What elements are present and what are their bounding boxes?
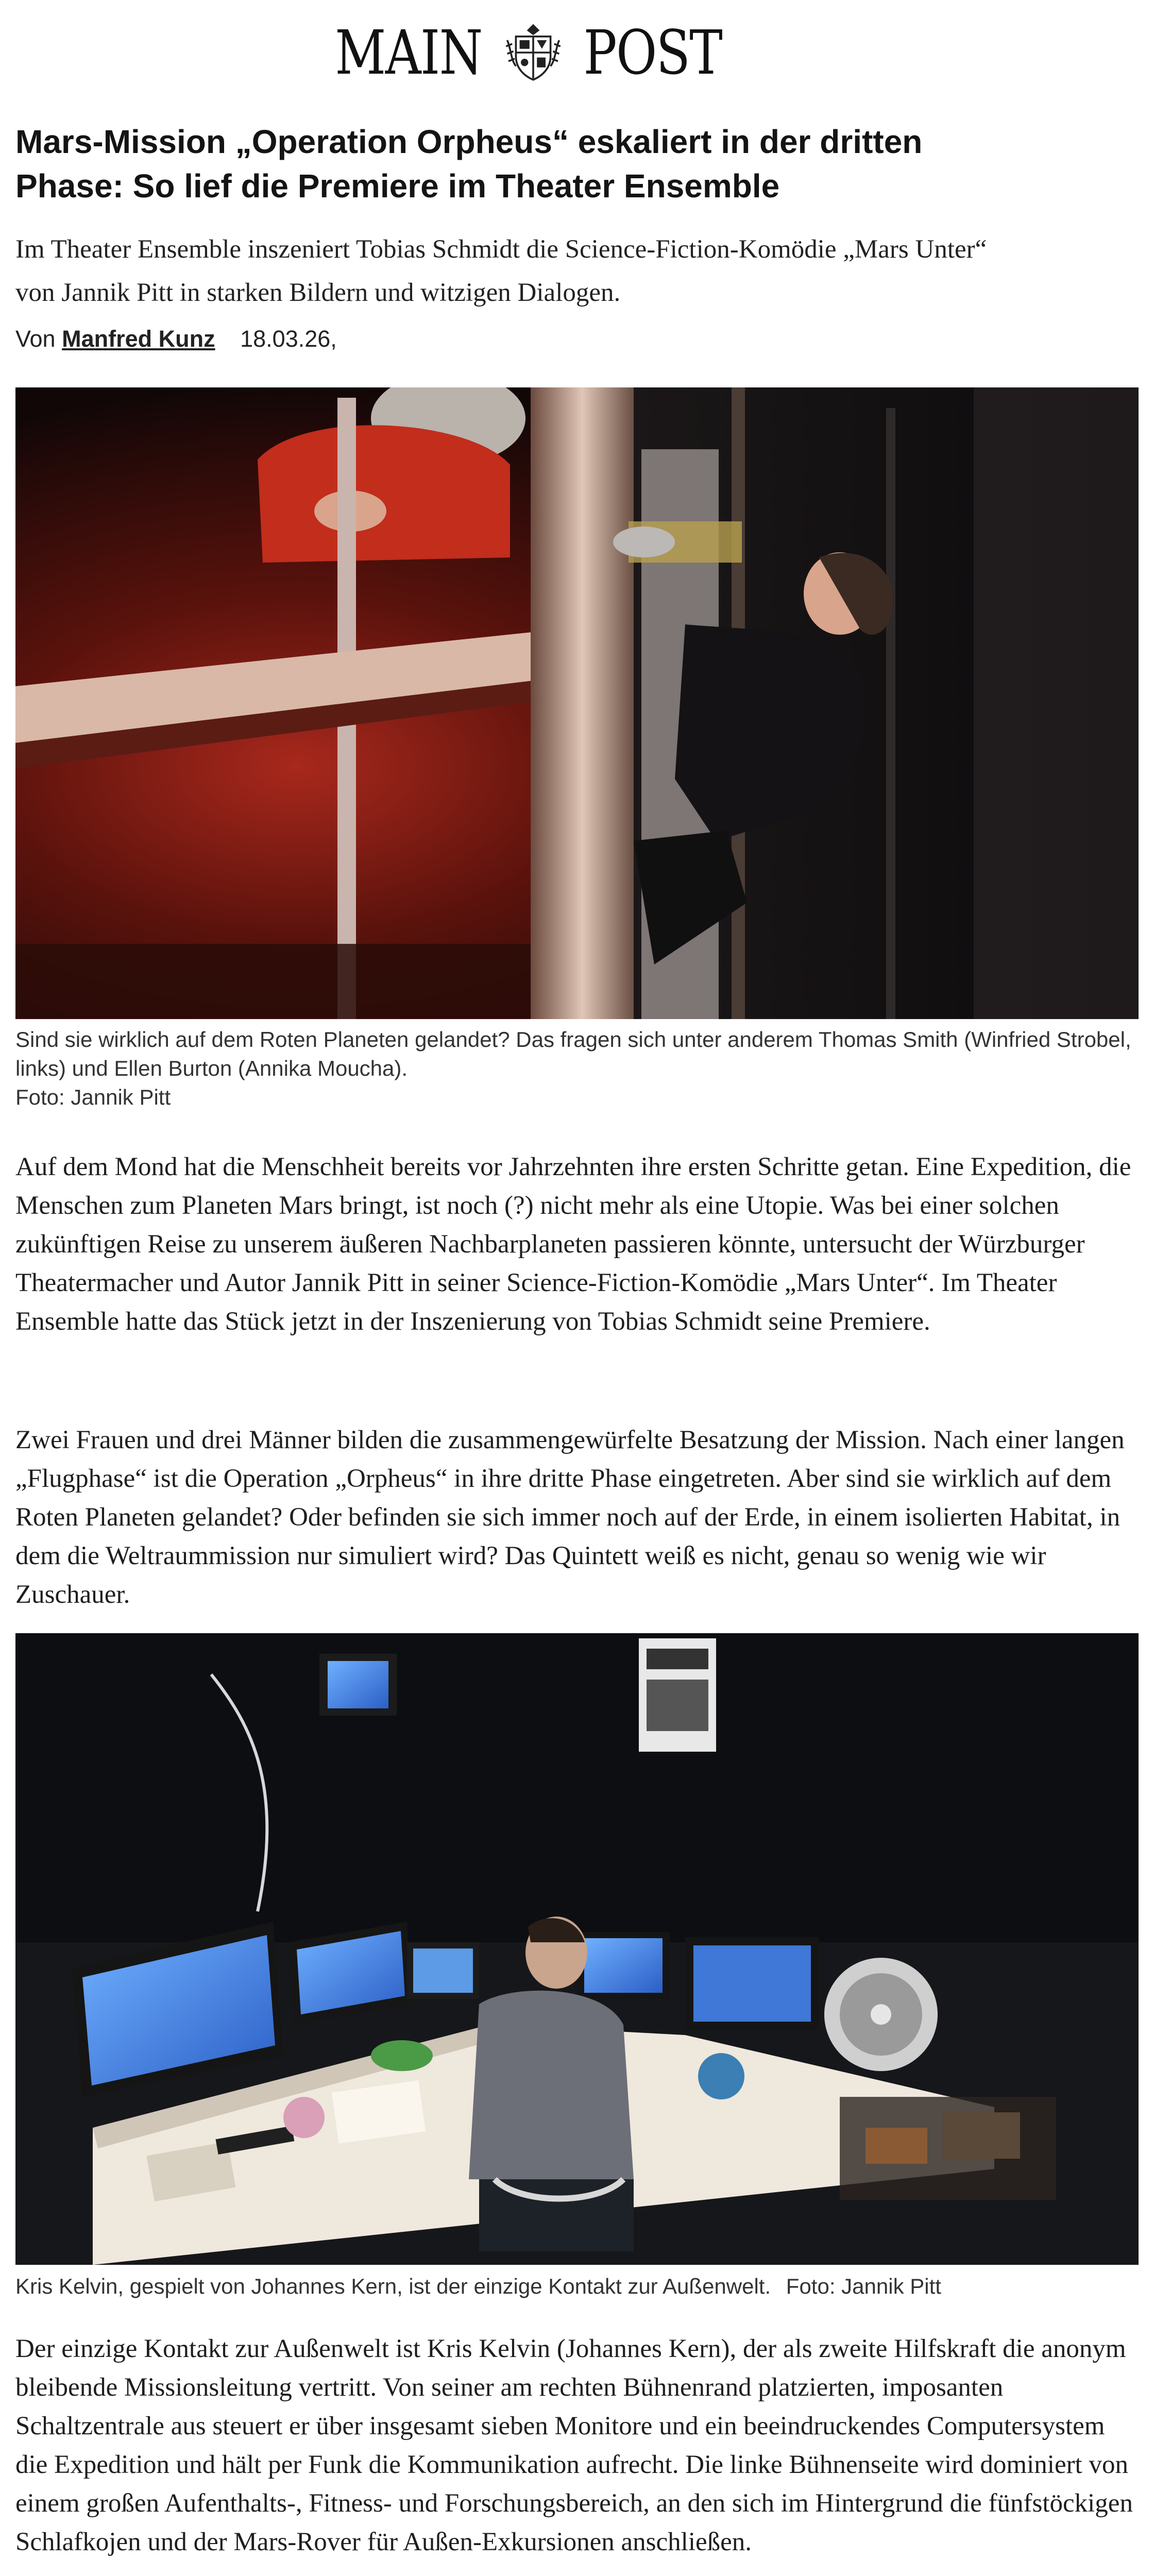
photo-1-caption-text: Sind sie wirklich auf dem Roten Planeten gelandet? Das fragen sich unter anderem Thomas Smith (Winfried Strobel, links) und Ellen Burton (Annika Moucha).	[15, 1027, 1131, 1080]
main-post-logo[interactable]	[335, 17, 722, 88]
article-teaser: Im Theater Ensemble inszeniert Tobias Schmidt die Science-Fiction-Komödie „Mars Unter“ von Jannik Pitt in starken Bildern und witzigen Dialogen.	[15, 235, 987, 307]
photo-2-caption	[15, 2272, 1139, 2301]
photo-2-caption-text: Kris Kelvin, gespielt von Johannes Kern, ist der einzige Kontakt zur Außenwelt.	[15, 2274, 771, 2298]
masthead	[15, 0, 1139, 88]
paragraph-3: Der einzige Kontakt zur Außenwelt ist Kris Kelvin (Johannes Kern), der als zweite Hilfskraft die anonym bleibende Missionsleitung vertritt. Von seiner am rechten Bühnenrand platzierten, imposanten Schaltzentrale aus steuert er über insgesamt sieben Monitore und ein beeindruckendes Computersystem die Expedition und hält per Funk die Kommunikation aufrecht. Die linke Bühnenseite wird dominiert von einem großen Aufenthalts-, Fitness- und Forschungsbereich, an den sich im Hintergrund die fünfstöckigen Schlafkojen und der Mars-Rover für Außen-Exkursionen anschließen.	[15, 2334, 1133, 2556]
article-page	[15, 0, 1139, 2556]
article-photo-2[interactable]	[15, 1633, 1139, 2265]
coat-of-arms-icon	[502, 22, 564, 83]
logo-word-left: MAIN	[335, 17, 482, 88]
photo-1-credit: Foto: Jannik Pitt	[15, 1085, 171, 1109]
article-headline: Mars-Mission „Operation Orpheus“ eskaliert in der dritten Phase: So lief die Premiere im Theater Ensemble	[15, 123, 923, 205]
logo-word-right: POST	[583, 17, 722, 88]
article-photo-1[interactable]	[15, 387, 1139, 1019]
byline	[15, 326, 337, 352]
publish-date: 18.03.26,	[240, 326, 337, 352]
photo-1-caption	[15, 1025, 1139, 1112]
paragraph-2: Zwei Frauen und drei Männer bilden die zusammengewürfelte Besatzung der Mission. Nach einer langen „Flugphase“ ist die Operation „Orpheus“ in ihre dritte Phase eingetreten. Aber sind sie wirklich auf dem Roten Planeten gelandet? Oder befinden sie sich immer noch auf der Erde, in einem isolierten Habitat, in dem die Weltraummission nur simuliert wird? Das Quintett weiß es nicht, genau so wenig wie wir Zuschauer.	[15, 1426, 1125, 1609]
author-link[interactable]: Manfred Kunz	[62, 326, 215, 352]
byline-prefix: Von	[15, 326, 56, 352]
paragraph-1: Auf dem Mond hat die Menschheit bereits vor Jahrzehnten ihre ersten Schritte getan. Eine Expedition, die Menschen zum Planeten Mars bringt, ist noch (?) nicht mehr als eine Utopie. Was bei einer solchen zukünftigen Reise zu unserem äußeren Nachbarplaneten passieren könnte, untersucht der Würzburger Theatermacher und Autor Jannik Pitt in seiner Science-Fiction-Komödie „Mars Unter“. Im Theater Ensemble hatte das Stück jetzt in der Inszenierung von Tobias Schmidt seine Premiere.	[15, 1153, 1131, 1336]
photo-2-credit: Foto: Jannik Pitt	[786, 2274, 941, 2298]
